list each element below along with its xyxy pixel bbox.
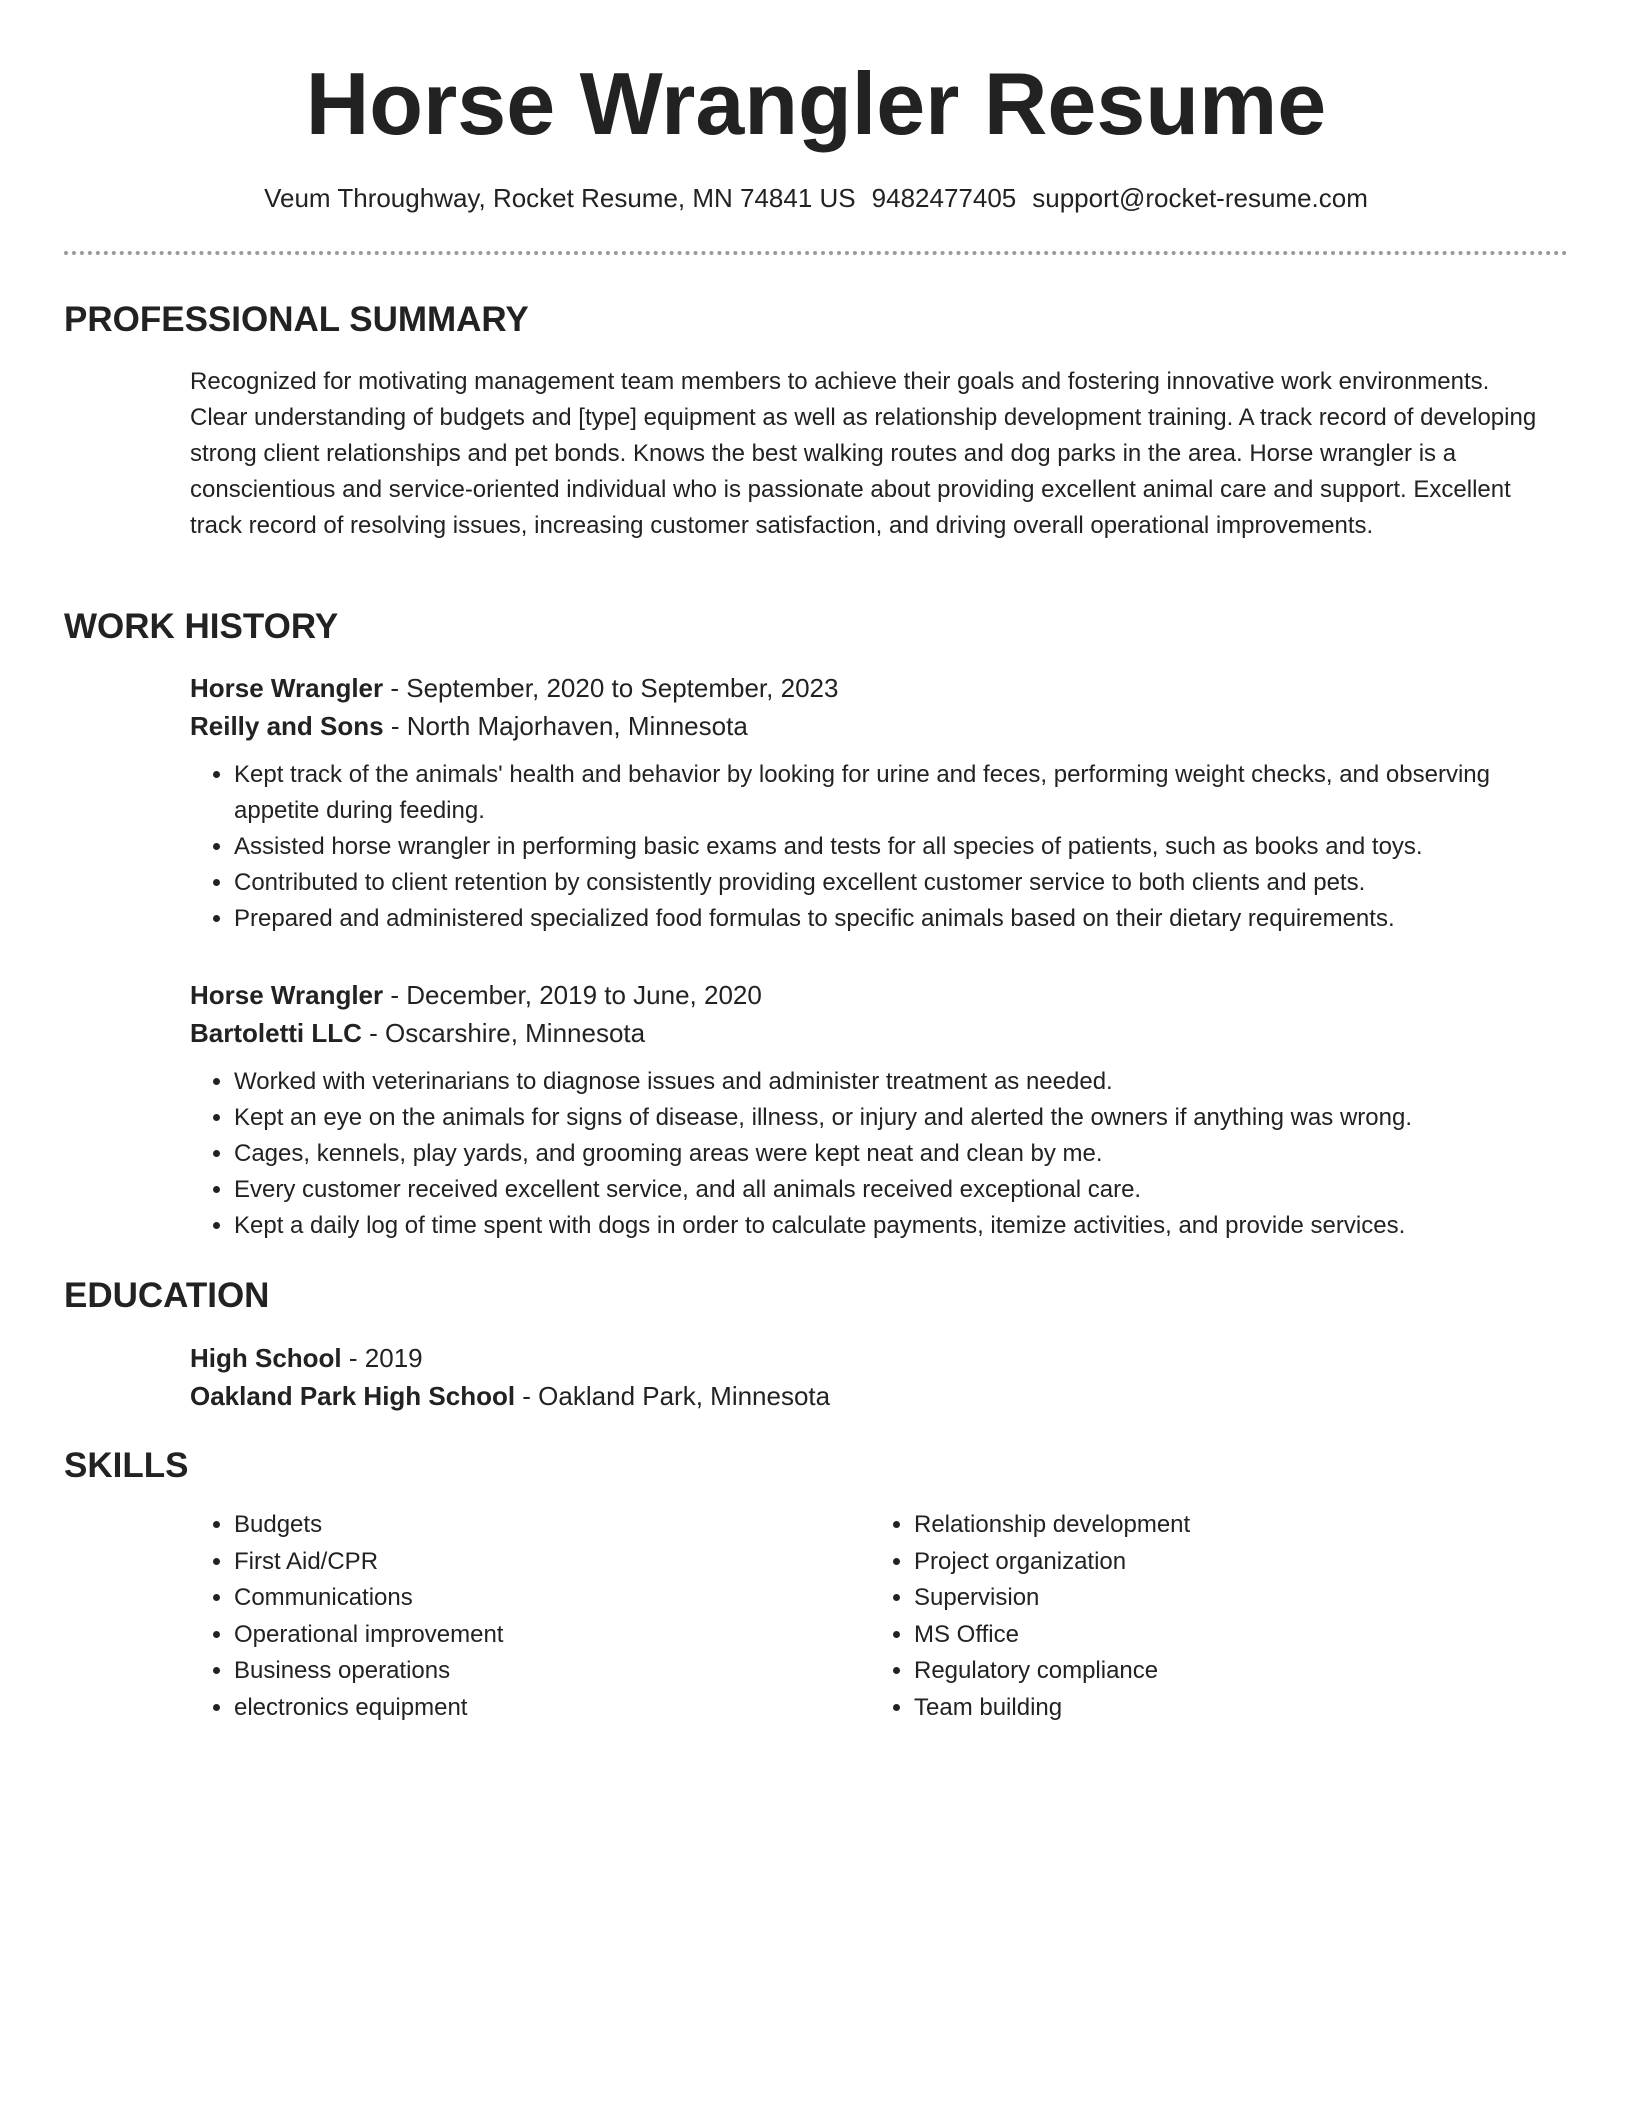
list-item: • Communications xyxy=(234,1580,870,1617)
list-item: • First Aid/CPR xyxy=(234,1544,870,1581)
degree-line xyxy=(190,1339,1550,1377)
list-item: • electronics equipment xyxy=(234,1690,870,1727)
job-entry xyxy=(190,669,1550,937)
job-bullets xyxy=(190,1064,1550,1244)
job-dates: - September, 2020 to September, 2023 xyxy=(383,673,839,703)
job-company-line xyxy=(190,707,1550,745)
job-title-line xyxy=(190,976,1550,1014)
skills-column-right xyxy=(870,1507,1550,1726)
contact-phone: 9482477405 xyxy=(871,183,1017,213)
job-title: Horse Wrangler xyxy=(190,980,384,1010)
job-location: - Oscarshire, Minnesota xyxy=(361,1018,646,1048)
list-item: • Relationship development xyxy=(914,1507,1550,1544)
list-item: • Kept track of the animals' health and behavior by looking for urine and feces, performing weight checks, and observing appetite during feeding. xyxy=(234,757,1550,829)
contact-line xyxy=(0,180,1632,216)
resume-title: Horse Wrangler Resume xyxy=(305,54,1327,153)
contact-email: support@rocket-resume.com xyxy=(1032,183,1368,213)
list-item: • MS Office xyxy=(914,1617,1550,1654)
school-line xyxy=(190,1377,1550,1415)
list-item: • Business operations xyxy=(234,1653,870,1690)
job-company: Reilly and Sons xyxy=(190,711,384,741)
job-dates: - December, 2019 to June, 2020 xyxy=(383,980,762,1010)
summary-section xyxy=(190,364,1550,544)
list-item: • Every customer received excellent service, and all animals received exceptional care. xyxy=(234,1172,1550,1208)
list-item: • Team building xyxy=(914,1690,1550,1727)
school-name: Oakland Park High School xyxy=(190,1381,516,1411)
list-item: • Worked with veterinarians to diagnose issues and administer treatment as needed. xyxy=(234,1064,1550,1100)
list-item: • Regulatory compliance xyxy=(914,1653,1550,1690)
list-item: • Assisted horse wrangler in performing basic exams and tests for all species of patients, such as books and toys. xyxy=(234,829,1550,865)
job-bullets xyxy=(190,757,1550,937)
job-location: - North Majorhaven, Minnesota xyxy=(383,711,748,741)
list-item: • Project organization xyxy=(914,1544,1550,1581)
list-item: • Operational improvement xyxy=(234,1617,870,1654)
degree: High School xyxy=(190,1343,342,1373)
list-item: • Cages, kennels, play yards, and grooming areas were kept neat and clean by me. xyxy=(234,1136,1550,1172)
skills-column-left xyxy=(190,1507,870,1726)
list-item: • Supervision xyxy=(914,1580,1550,1617)
summary-text: Recognized for motivating management team members to achieve their goals and fostering innovative work environments. Clear understanding of budgets and [type] equipment as well as relationship development training. A track record of developing strong client relationships and pet bonds. Knows the best walking routes and dog parks in the area. Horse wrangler is a conscientious and service-oriented individual who is passionate about providing excellent animal care and support. Excellent track record of resolving issues, increasing customer satisfaction, and driving overall operational improvements. xyxy=(190,368,1537,539)
job-company-line xyxy=(190,1014,1550,1052)
list-item: • Kept an eye on the animals for signs of disease, illness, or injury and alerted the owners if anything was wrong. xyxy=(234,1100,1550,1136)
summary-heading: PROFESSIONAL SUMMARY xyxy=(64,300,529,339)
list-item: • Budgets xyxy=(234,1507,870,1544)
skills-heading: SKILLS xyxy=(64,1446,189,1485)
header-divider xyxy=(64,251,1568,255)
degree-year: - 2019 xyxy=(341,1343,423,1373)
school-location: - Oakland Park, Minnesota xyxy=(515,1381,831,1411)
list-item: • Contributed to client retention by consistently providing excellent customer service to both clients and pets. xyxy=(234,865,1550,901)
education-heading: EDUCATION xyxy=(64,1276,270,1315)
job-entry xyxy=(190,976,1550,1244)
work-history-heading: WORK HISTORY xyxy=(64,607,339,646)
list-item: • Prepared and administered specialized food formulas to specific animals based on their dietary requirements. xyxy=(234,901,1550,937)
skills-list xyxy=(190,1507,1550,1726)
contact-address: Veum Throughway, Rocket Resume, MN 74841 US xyxy=(264,183,856,213)
job-title: Horse Wrangler xyxy=(190,673,384,703)
education-entry xyxy=(190,1339,1550,1415)
job-company: Bartoletti LLC xyxy=(190,1018,362,1048)
list-item: • Kept a daily log of time spent with dogs in order to calculate payments, itemize activities, and provide services. xyxy=(234,1208,1550,1244)
job-title-line xyxy=(190,669,1550,707)
